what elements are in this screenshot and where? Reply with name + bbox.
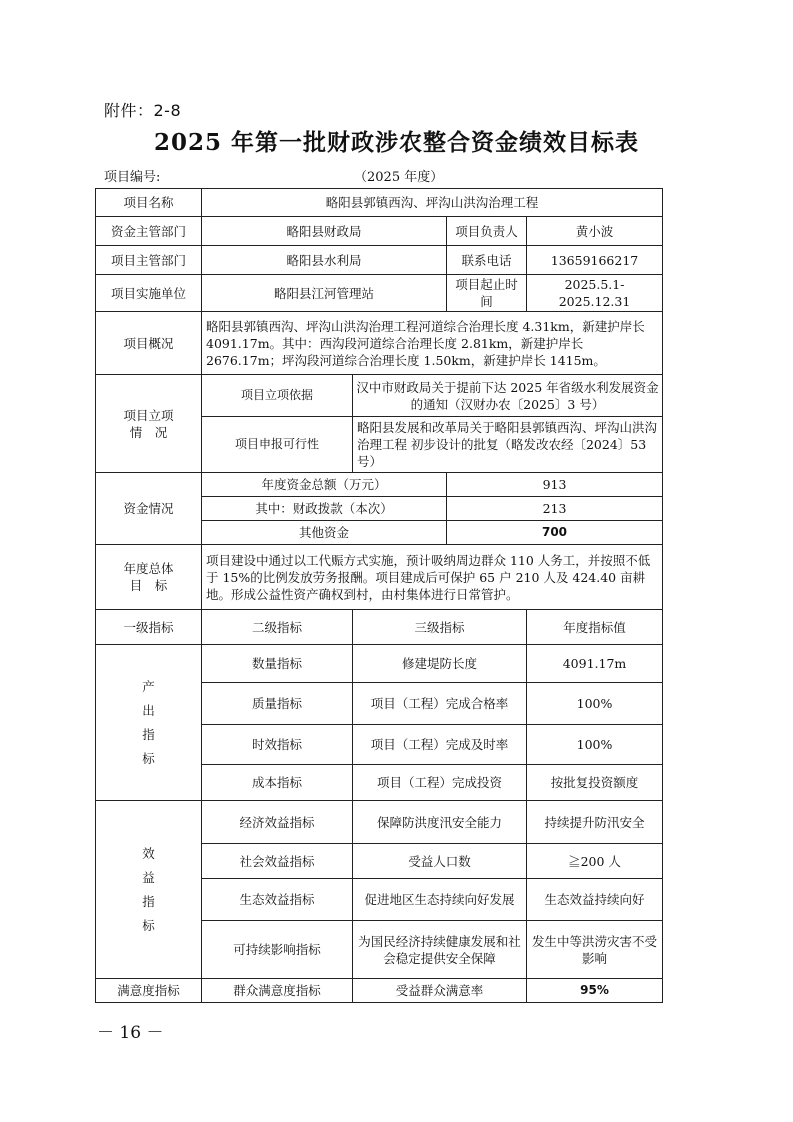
feasibility-text: 略阳县发展和改革局关于略阳县郭镇西沟、坪沟山洪沟治理工程 初步设计的批复（略发改农经〔2024〕53 号）: [353, 417, 663, 473]
phone-label: 联系电话: [447, 246, 527, 275]
benefit-level3: 为国民经济持续健康发展和社会稳定提供安全保障: [353, 921, 527, 979]
fund-other-value: 700: [447, 521, 663, 545]
header-level3: 三级指标: [353, 610, 527, 645]
row-indicator-header: [96, 610, 663, 645]
header-level1: 一级指标: [96, 610, 202, 645]
impl-unit-label: 项目实施单位: [96, 275, 202, 312]
satisfaction-level2: 群众满意度指标: [202, 979, 353, 1003]
output-level2: 质量指标: [202, 683, 353, 725]
benefit-label: 效益指标: [142, 845, 155, 933]
header-level2: 二级指标: [202, 610, 353, 645]
benefit-value: 生态效益持续向好: [527, 879, 663, 921]
benefit-value: 持续提升防汛安全: [527, 801, 663, 844]
benefit-level2: 社会效益指标: [202, 844, 353, 879]
row-benefit-1: [96, 801, 663, 844]
page-number: － 16 －: [97, 1023, 164, 1043]
satisfaction-label: 满意度指标: [96, 979, 202, 1003]
benefit-level2: 可持续影响指标: [202, 921, 353, 979]
output-value: 100%: [527, 683, 663, 725]
output-value: 4091.17m: [527, 645, 663, 683]
leader-value: 黄小波: [527, 217, 663, 246]
basis-label: 项目立项依据: [202, 375, 353, 417]
page-title: 2025 年第一批财政涉农整合资金绩效目标表: [153, 129, 640, 156]
output-value: 100%: [527, 725, 663, 765]
goal-label-line2: 目 标: [129, 578, 168, 593]
benefit-level3: 促进地区生态持续向好发展: [353, 879, 527, 921]
fund-dept-label: 资金主管部门: [96, 217, 202, 246]
row-satisfaction: [96, 979, 663, 1003]
benefit-level3: 保障防洪度汛安全能力: [353, 801, 527, 844]
attachment-label: 附件：2-8: [104, 101, 182, 120]
project-dept-label: 项目主管部门: [96, 246, 202, 275]
project-name-label: 项目名称: [96, 189, 202, 217]
project-dept-value: 略阳县水利局: [202, 246, 447, 275]
goal-text: 项目建设中通过以工代赈方式实施，预计吸纳周边群众 110 人务工，并按照不低于 15%的比例发放劳务报酬。项目建成后可保护 65 户 210 人及 424.40 亩耕地。形成公益性资产确权到村，由村集体进行日常管护。: [202, 545, 663, 610]
performance-target-table: [95, 188, 663, 1003]
fund-other-label: 其他资金: [202, 521, 447, 545]
satisfaction-value: 95%: [527, 979, 663, 1003]
benefit-level2: 经济效益指标: [202, 801, 353, 844]
output-level2: 时效指标: [202, 725, 353, 765]
output-level3: 项目（工程）完成及时率: [353, 725, 527, 765]
impl-unit-value: 略阳县江河管理站: [202, 275, 447, 312]
project-number-label: 项目编号:: [104, 170, 161, 185]
overview-label: 项目概况: [96, 312, 202, 375]
fund-fiscal-value: 213: [447, 497, 663, 521]
feasibility-label: 项目申报可行性: [202, 417, 353, 473]
output-label-cell: [96, 645, 202, 801]
year-label: （2025 年度）: [354, 170, 444, 185]
fund-fiscal-label: 其中：财政拨款（本次）: [202, 497, 447, 521]
header-value: 年度指标值: [527, 610, 663, 645]
output-level3: 修建堤防长度: [353, 645, 527, 683]
benefit-level2: 生态效益指标: [202, 879, 353, 921]
fund-dept-value: 略阳县财政局: [202, 217, 447, 246]
row-overview: [96, 312, 663, 375]
benefit-value: ≧200 人: [527, 844, 663, 879]
basis-text: 汉中市财政局关于提前下达 2025 年省级水利发展资金的通知（汉财办农〔2025〕3 号）: [353, 375, 663, 417]
row-output-1: [96, 645, 663, 683]
output-level2: 成本指标: [202, 765, 353, 801]
output-value: 按批复投资额度: [527, 765, 663, 801]
overview-text: 略阳县郭镇西沟、坪沟山洪沟治理工程河道综合治理长度 4.31km，新建护岸长 4091.17m。其中：西沟段河道综合治理长度 2.81km，新建护岸长 2676.17m；坪沟段河道综合治理长度 1.50km，新建护岸长 1415m。: [202, 312, 663, 375]
row-project-name: [96, 189, 663, 217]
output-level2: 数量指标: [202, 645, 353, 683]
output-level3: 项目（工程）完成投资: [353, 765, 527, 801]
goal-label-line1: 年度总体: [123, 561, 174, 576]
goal-label: [96, 545, 202, 610]
fund-total-value: 913: [447, 473, 663, 497]
satisfaction-level3: 受益群众满意率: [353, 979, 527, 1003]
project-name-value: 略阳县郭镇西沟、坪沟山洪沟治理工程: [202, 189, 663, 217]
row-fund-total: [96, 473, 663, 497]
row-approval-basis: [96, 375, 663, 417]
row-fund-dept: [96, 217, 663, 246]
output-level3: 项目（工程）完成合格率: [353, 683, 527, 725]
leader-label: 项目负责人: [447, 217, 527, 246]
row-project-dept: [96, 246, 663, 275]
fund-total-label: 年度资金总额（万元）: [202, 473, 447, 497]
approval-label: [96, 375, 202, 473]
row-impl-unit: [96, 275, 663, 312]
period-value: 2025.5.1-2025.12.31: [527, 275, 663, 312]
benefit-level3: 受益人口数: [353, 844, 527, 879]
phone-value: 13659166217: [527, 246, 663, 275]
period-label: 项目起止时间: [447, 275, 527, 312]
funding-label: 资金情况: [96, 473, 202, 545]
benefit-value: 发生中等洪涝灾害不受影响: [527, 921, 663, 979]
benefit-label-cell: [96, 801, 202, 979]
approval-label-line2: 情 况: [129, 424, 168, 440]
approval-label-line1: 项目立项: [123, 407, 174, 423]
row-goal: [96, 545, 663, 610]
output-label: 产出指标: [142, 678, 155, 766]
